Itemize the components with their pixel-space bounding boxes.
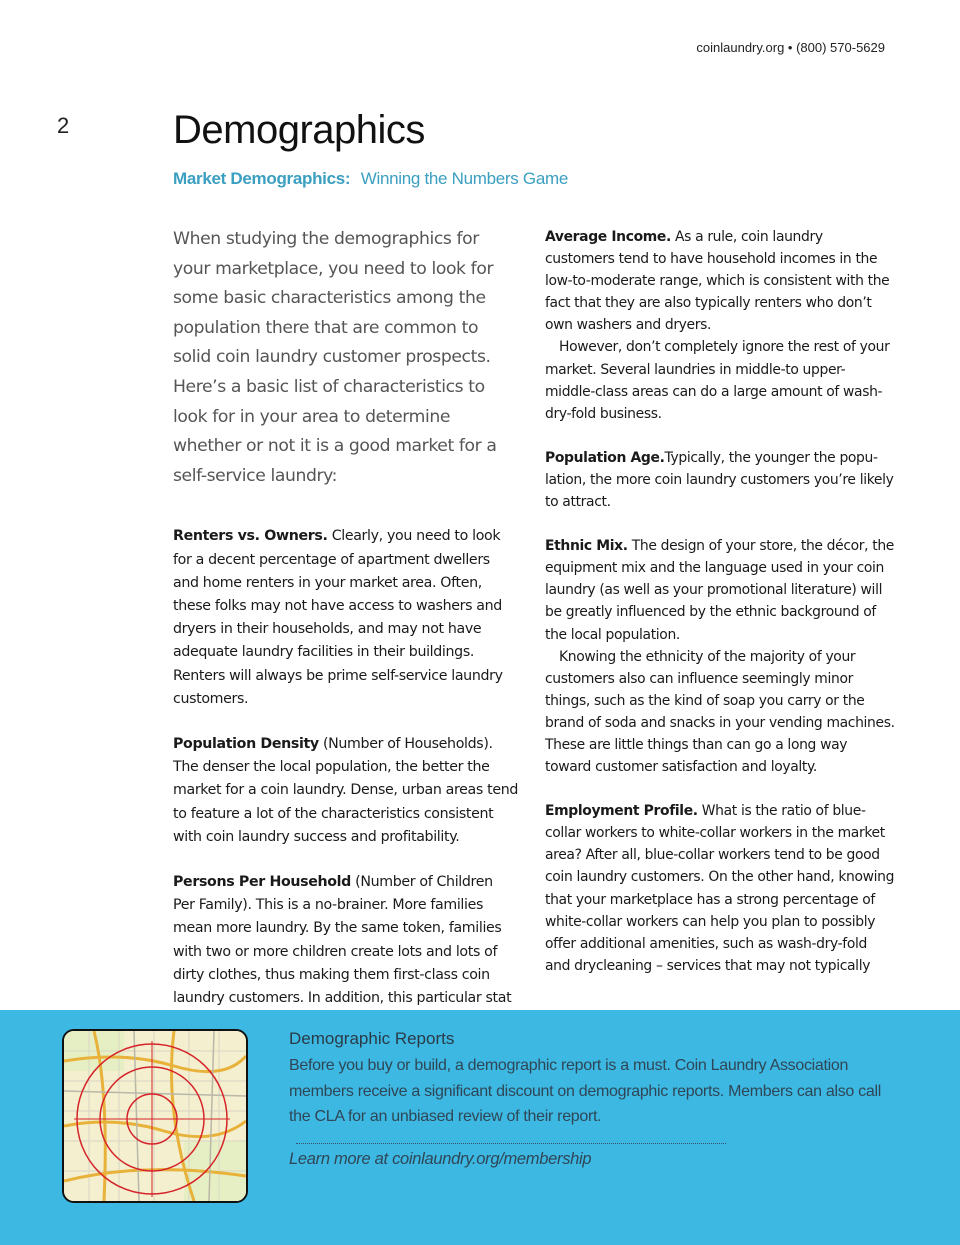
section-average-income — [545, 226, 895, 425]
subtitle — [173, 169, 568, 189]
section-lead: Population Age. — [545, 449, 665, 466]
section-employment-profile — [545, 800, 895, 977]
section-text: The design of your store, the décor, the equipment mix and the language used in your coin laundry (as well as your promotional literature) will be greatly influenced by the ethnic background of the local population. — [545, 538, 894, 643]
left-column — [173, 225, 518, 1057]
section-lead: Employment Profile. — [545, 803, 698, 820]
membership-link[interactable]: Learn more at coinlaundry.org/membership — [289, 1150, 592, 1168]
section-lead: Average Income. — [545, 229, 671, 245]
map-illustration — [64, 1031, 246, 1201]
section-renters — [173, 525, 518, 711]
section-text: What is the ratio of blue-collar workers to white-collar workers in the market area? After all, blue-collar workers tend to be good coin laundry customers. On the other hand, knowing that your marketplace has a strong percentage of white-collar workers can help you plan to possibly offer additional amenities, such as wash-dry-fold and drycleaning – services that may not typically — [545, 803, 895, 974]
demographic-map-image — [62, 1029, 248, 1203]
section-text: Clearly, you need to look for a decent percentage of apartment dwellers and home renters in your market area. Often, these folks may not have access to washers and dryers in their households, and may not have adequate laundry facilities in their buildings. Renters will always be prime self-service laundry customers. — [173, 528, 503, 707]
page-title: Demographics — [173, 108, 425, 152]
section-text: As a rule, coin laundry customers tend to have household incomes in the low-to-moderate range, which is consistent with the fact that they are also typically renters who don’t own washers and dryers. — [545, 229, 890, 334]
subtitle-light: Winning the Numbers Game — [360, 169, 568, 188]
section-lead: Ethnic Mix. — [545, 538, 628, 555]
section-paragraph — [545, 447, 895, 513]
section-population-age — [545, 447, 895, 513]
section-text: Typically, the younger the popu-lation, the more coin laundry customers you’re likely to attract. — [545, 449, 894, 511]
header-contact: coinlaundry.org • (800) 570-5629 — [696, 40, 885, 55]
dotted-divider — [296, 1143, 726, 1144]
section-extra: Knowing the ethnicity of the majority of your customers also can influence seemingly minor things, such as the kind of soap you carry or the brand of soda and snacks in your vending machines. These are little things than can go a long way toward customer satisfaction and loyalty. — [545, 648, 895, 776]
section-extra: However, don’t completely ignore the rest of your market. Several laundries in middle-to upper-middle-class areas can do a large amount of wash-dry-fold business. — [545, 339, 890, 422]
section-lead: Persons Per Household — [173, 873, 351, 890]
section-text: (Number of Children Per Family). This is a no-brainer. More families mean more laundry. By the same token, families with two or more children create lots and lots of dirty clothes, thus making them first-class coin laundry customers. In addition, this particular stat — [173, 873, 512, 1006]
intro-paragraph: When studying the demographics for your marketplace, you need to look for some basic characteristics among the population there that are common to solid coin laundry customer prospects. Here’s a basic list of characteristics to look for in your area to determine whether or not it is a good market for a self-service laundry: — [173, 229, 497, 486]
subtitle-strong: Market Demographics: — [173, 169, 351, 188]
section-paragraph — [545, 535, 895, 645]
section-population-density — [173, 733, 518, 849]
section-paragraph — [545, 226, 895, 336]
section-ethnic-mix — [545, 535, 895, 778]
reports-title: Demographic Reports — [289, 1029, 455, 1048]
right-column — [545, 226, 895, 999]
section-lead: Population Density — [173, 735, 319, 752]
section-lead: Renters vs. Owners. — [173, 528, 328, 545]
section-text: (Number of Households). The denser the local population, the better the market for a coin laundry. Dense, urban areas tend to feature a lot of the characteristics consistent with coin laundry success and profitability. — [173, 735, 518, 845]
reports-body: Before you buy or build, a demographic report is a must. Coin Laundry Association members receive a significant discount on demographic reports. Members can also call the CLA for an unbiased review of their report. — [289, 1057, 881, 1125]
page-number: 2 — [57, 113, 70, 138]
section-paragraph — [545, 800, 895, 977]
